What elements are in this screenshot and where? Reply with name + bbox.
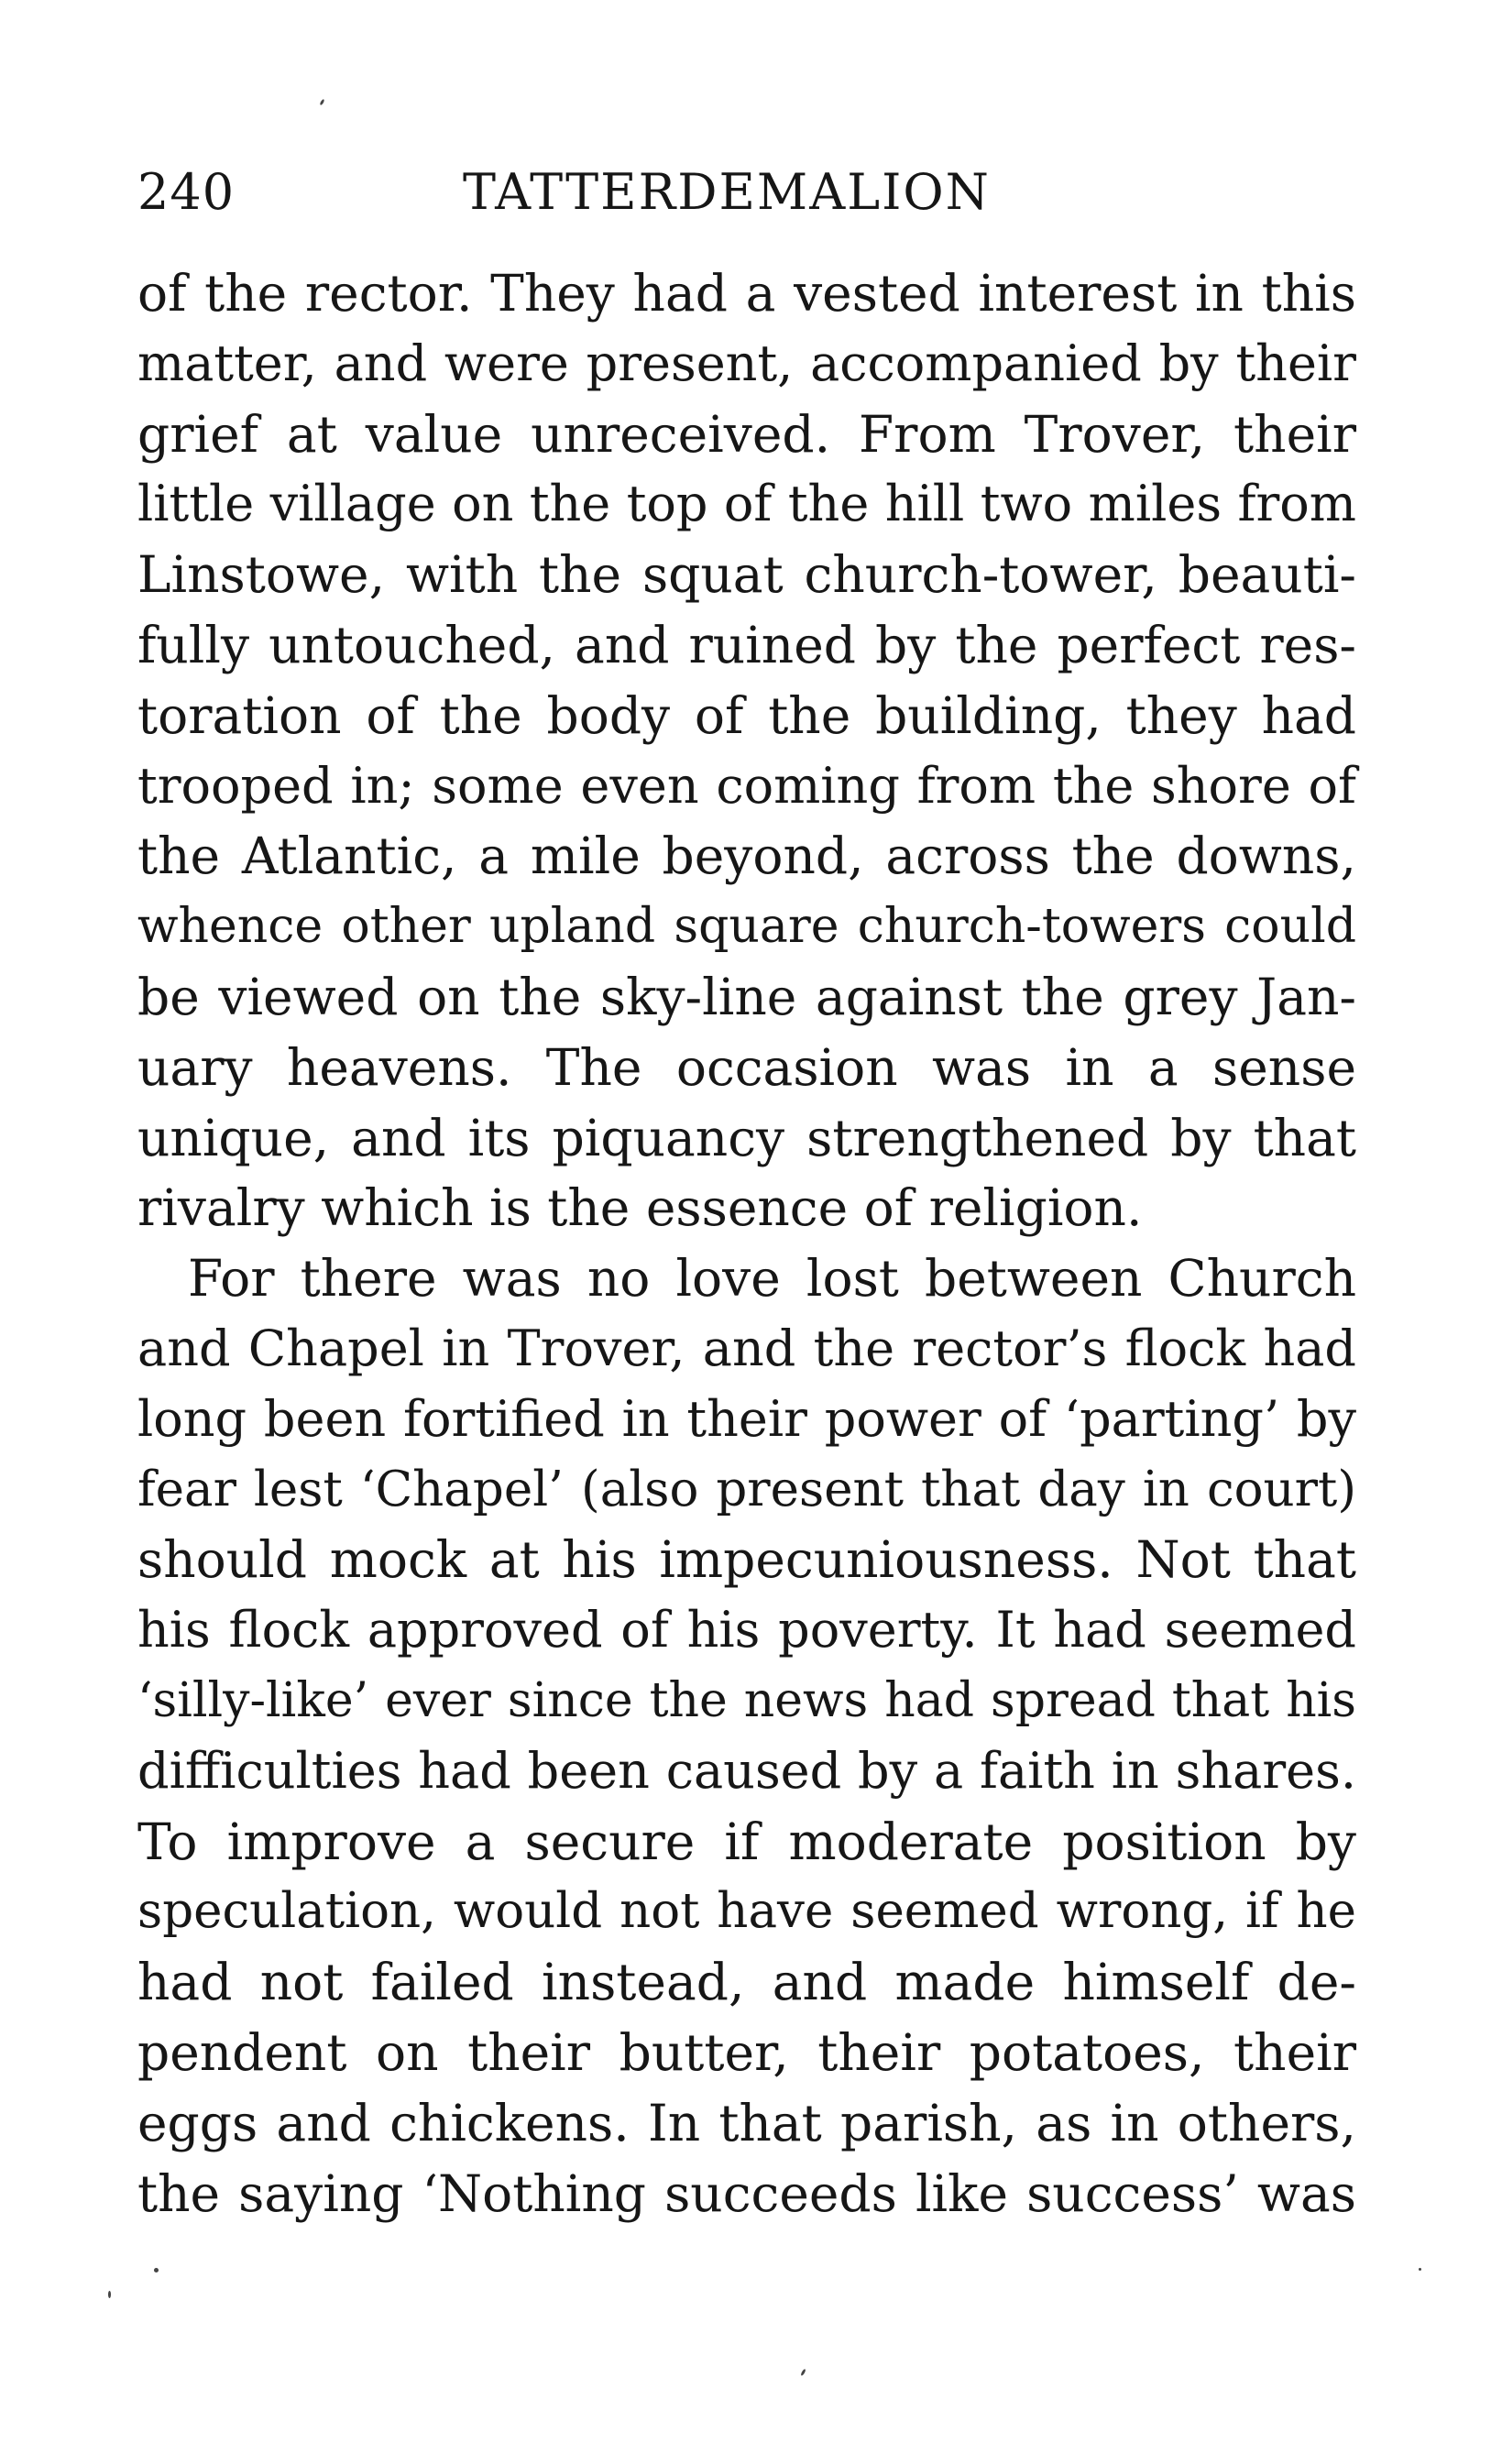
text-line: whence other upland square church-towers could: [137, 899, 1356, 955]
paragraph-start-line: For there was no love lost between Church: [188, 1249, 1356, 1309]
text-line: To improve a secure if moderate position by: [137, 1812, 1356, 1871]
scan-speck: [800, 2369, 806, 2376]
text-line: and Chapel in Trover, and the rector’s flock had: [137, 1319, 1356, 1377]
text-line: fear lest ‘Chapel’ (also present that day in court): [137, 1461, 1356, 1517]
text-line: speculation, would not have seemed wrong, if he: [137, 1883, 1356, 1940]
text-line: the Atlantic, a mile beyond, across the downs,: [137, 827, 1356, 886]
body-text: [137, 258, 1356, 2229]
page-number: 240: [137, 163, 236, 221]
text-line: the saying ‘Nothing succeeds like success’ was: [137, 2163, 1356, 2223]
text-line: little village on the top of the hill two miles from: [137, 475, 1356, 533]
text-line: ‘silly-like’ ever since the news had spread that his: [137, 1672, 1356, 1728]
text-line: trooped in; some even coming from the shore of: [137, 756, 1356, 815]
text-line: difficulties had been caused by a faith in shares.: [137, 1741, 1356, 1800]
running-head: TATTERDEMALION: [463, 163, 991, 221]
scan-speck: [154, 2268, 159, 2272]
text-line: pendent on their butter, their potatoes, their: [137, 2022, 1356, 2082]
text-line: should mock at his impecuniousness. Not that: [137, 1530, 1356, 1590]
text-line: had not failed instead, and made himself de-: [137, 1953, 1356, 2012]
text-line: uary heavens. The occasion was in a sense: [137, 1037, 1356, 1097]
scan-speck: [319, 99, 324, 106]
text-line: Linstowe, with the squat church-tower, beauti-: [137, 545, 1356, 605]
scan-speck: [108, 2291, 111, 2298]
text-line: of the rector. They had a vested interest in this: [137, 264, 1356, 323]
page-header: [137, 156, 1356, 229]
text-line: toration of the body of the building, they had: [137, 685, 1356, 745]
scan-speck: [1419, 2268, 1421, 2271]
text-line: unique, and its piquancy strengthened by that: [137, 1108, 1356, 1167]
text-line: eggs and chickens. In that parish, as in others,: [137, 2093, 1356, 2152]
text-line: long been fortified in their power of ‘parting’ by: [137, 1389, 1356, 1448]
text-line: be viewed on the sky-line against the grey Jan-: [137, 967, 1356, 1026]
text-line: matter, and were present, accompanied by their: [137, 334, 1356, 392]
text-line: fully untouched, and ruined by the perfect res-: [137, 615, 1356, 674]
text-line: grief at value unreceived. From Trover, their: [137, 404, 1356, 464]
paragraph-end-line: rivalry which is the essence of religion.: [137, 1178, 1143, 1238]
text-line: his flock approved of his poverty. It had seemed: [137, 1601, 1356, 1659]
